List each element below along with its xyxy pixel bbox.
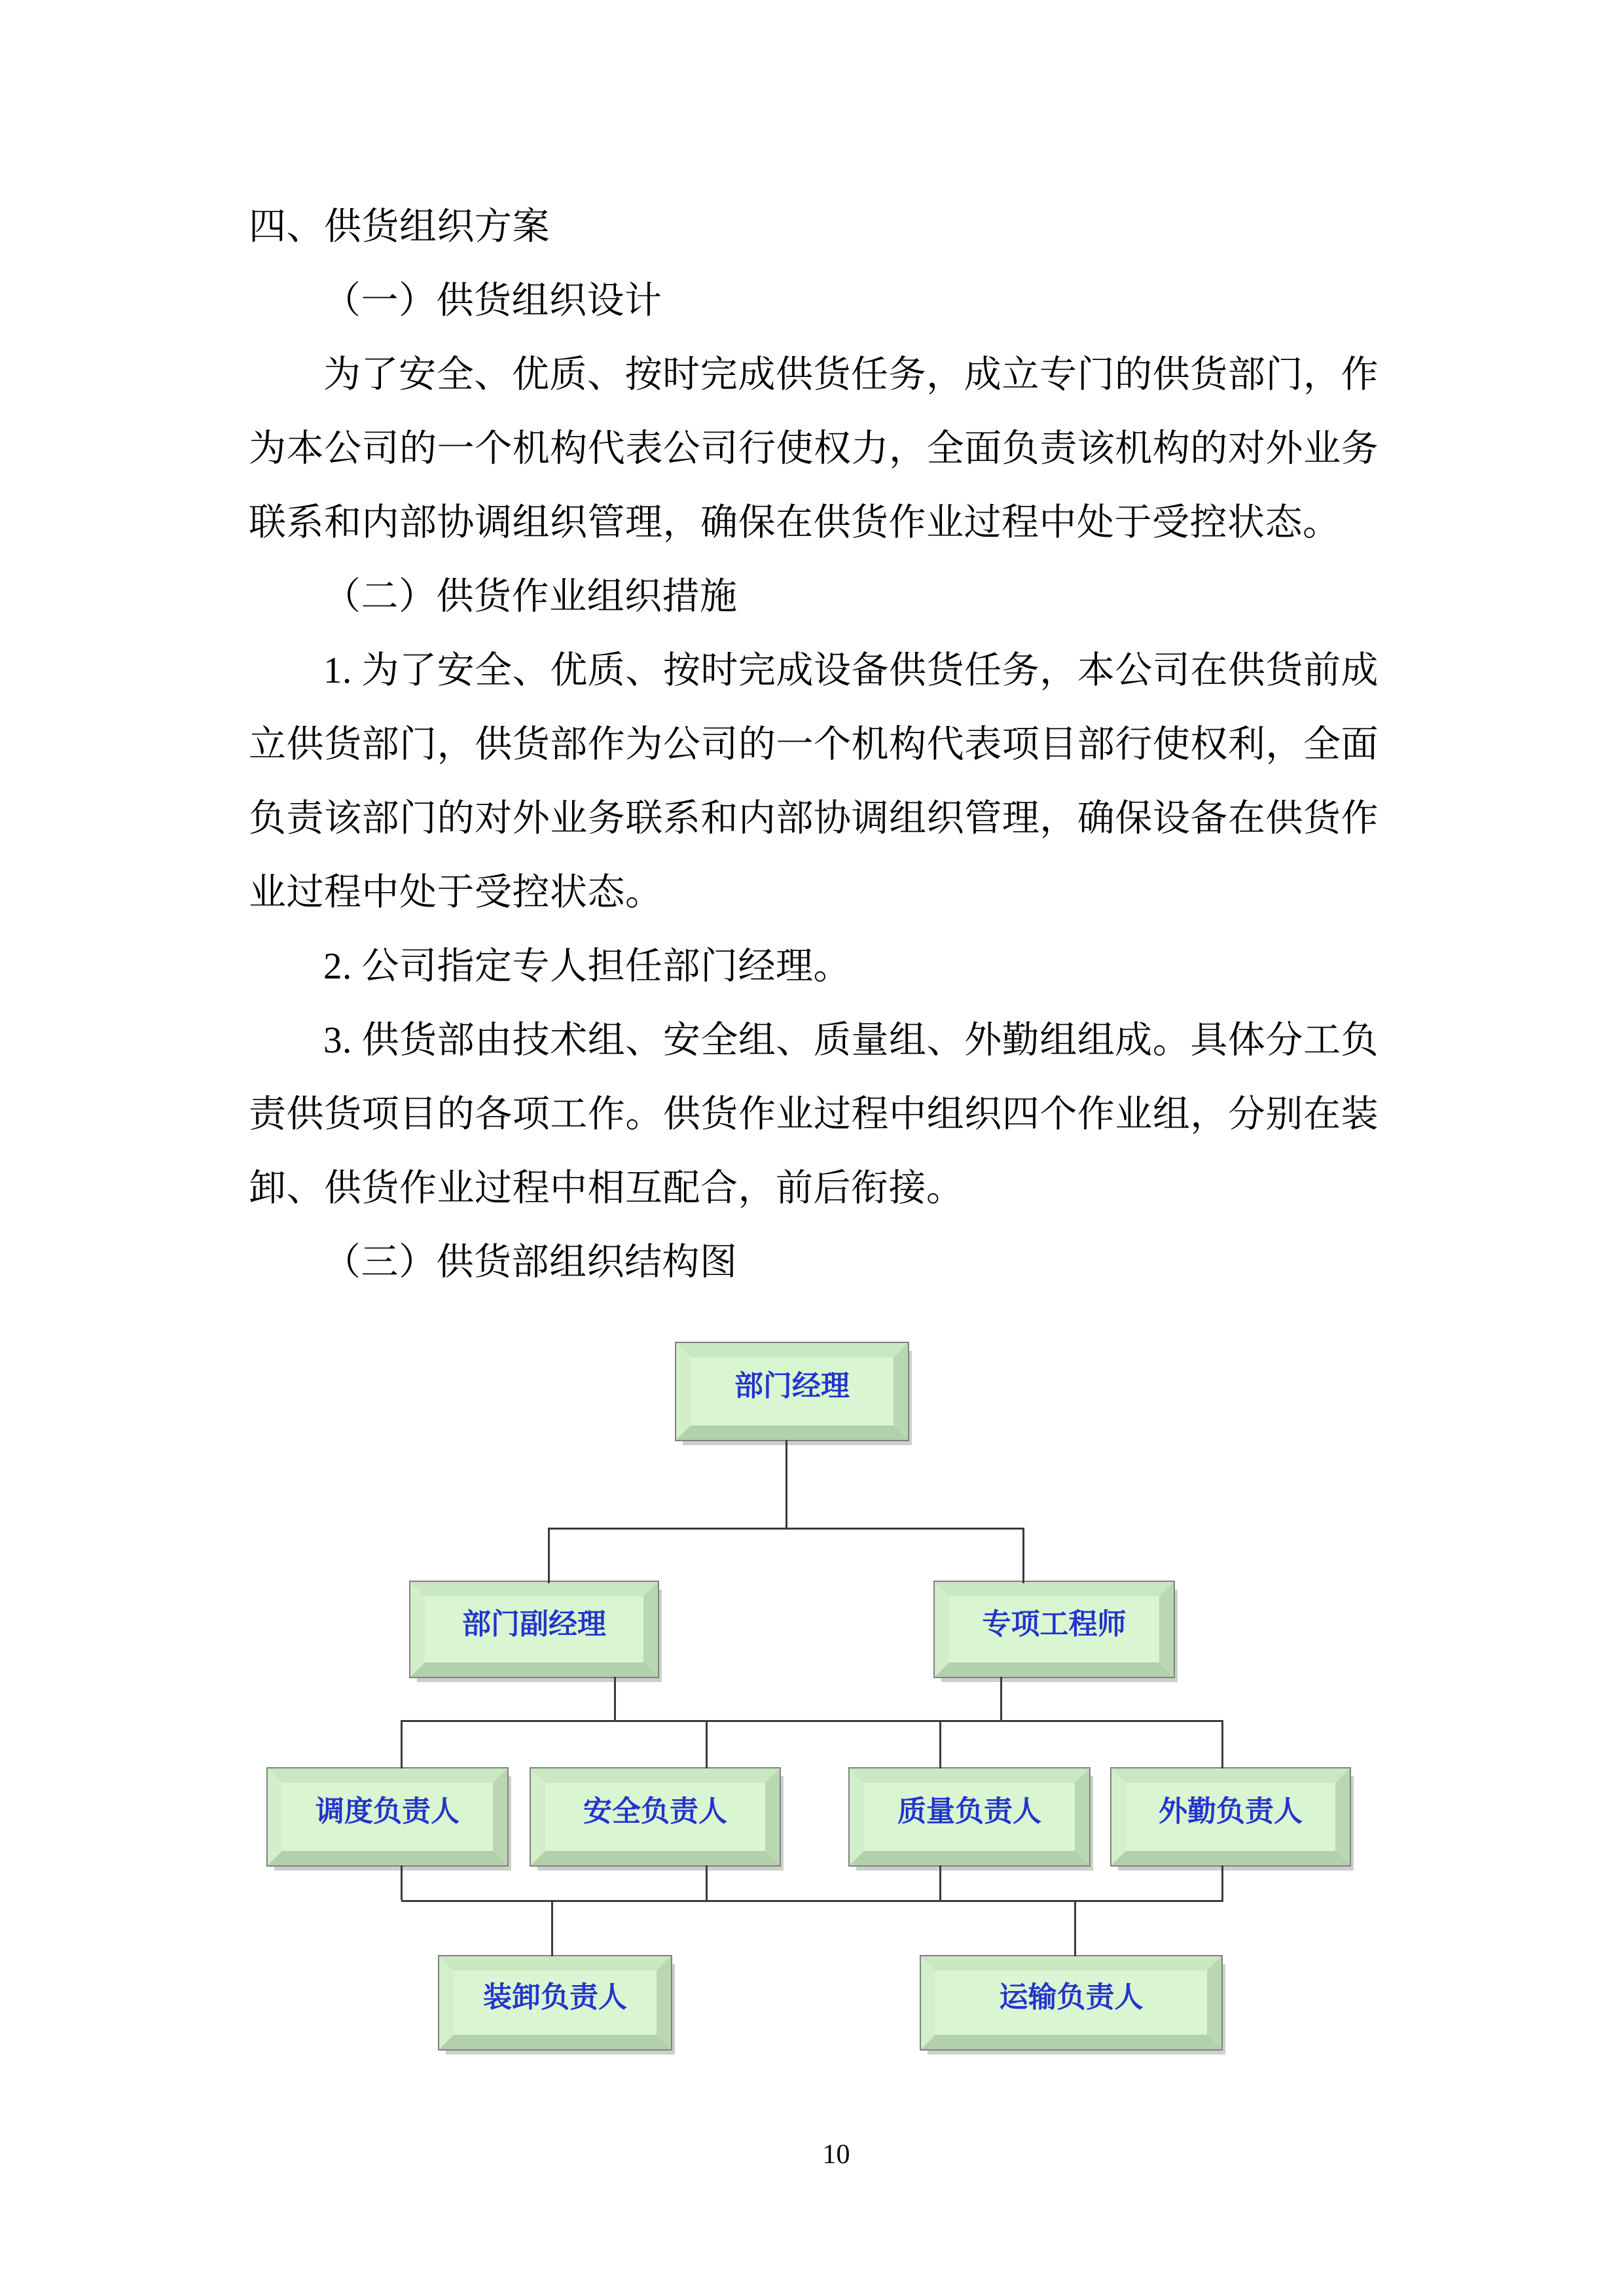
connector-engineer-up [1022,1528,1024,1583]
connector-deputy-up [548,1528,550,1583]
org-node-special-project-engineer: 专项工程师 [935,1582,1174,1677]
connector-manager-down [785,1440,787,1528]
connector-field-up [1221,1720,1223,1768]
connector-quality-down [939,1865,941,1900]
org-node-deputy-department-manager: 部门副经理 [410,1582,658,1677]
connector-level4-rail [401,1900,1223,1902]
paragraph-measure-2: 2. 公司指定专人担任部门经理。 [323,946,851,987]
connector-quality-up [939,1720,941,1768]
heading-subsection-3: （三）供货部组织结构图 [323,1242,738,1283]
connector-safety-up [706,1720,708,1768]
connector-transport-up [1074,1900,1076,1956]
heading-section-4: 四、供货组织方案 [249,206,550,247]
heading-subsection-1: （一）供货组织设计 [323,280,662,321]
connector-safety-down [706,1865,708,1900]
connector-loading-up [551,1900,553,1956]
org-node-loading-unloading-lead: 装卸负责人 [439,1956,671,2049]
connector-dispatch-up [401,1720,403,1768]
org-node-safety-lead: 安全负责人 [531,1768,780,1865]
connector-level3-rail [401,1720,1223,1722]
connector-deputy-down [614,1677,616,1720]
org-node-field-lead: 外勤负责人 [1111,1768,1350,1865]
org-node-quality-lead: 质量负责人 [850,1768,1089,1865]
heading-subsection-2: （二）供货作业组织措施 [323,576,738,617]
paragraph-measure-1: 1. 为了安全、优质、按时完成设备供货任务，本公司在供货前成立供货部门，供货部作为公司的一个机构代表项目部行使权利，全面负责该部门的对外业务联系和内部协调组织管理，确保设备在供货作业过程中处于受控状态。 [249,650,1379,913]
org-node-transport-lead: 运输负责人 [921,1956,1221,2049]
connector-engineer-down [1000,1677,1002,1720]
org-node-department-manager: 部门经理 [676,1343,908,1440]
org-node-dispatch-lead: 调度负责人 [268,1768,507,1865]
paragraph-supply-design: 为了安全、优质、按时完成供货任务，成立专门的供货部门，作为本公司的一个机构代表公司行使权力，全面负责该机构的对外业务联系和内部协调组织管理，确保在供货作业过程中处于受控状态。 [249,354,1379,543]
connector-field-down [1221,1865,1223,1900]
paragraph-measure-3: 3. 供货部由技术组、安全组、质量组、外勤组组成。具体分工负责供货项目的各项工作。供货作业过程中组织四个作业组，分别在装卸、供货作业过程中相互配合，前后衔接。 [249,1020,1379,1209]
page-number: 10 [822,2140,850,2170]
connector-dispatch-down [401,1865,403,1900]
connector-level2-rail [549,1528,1024,1530]
